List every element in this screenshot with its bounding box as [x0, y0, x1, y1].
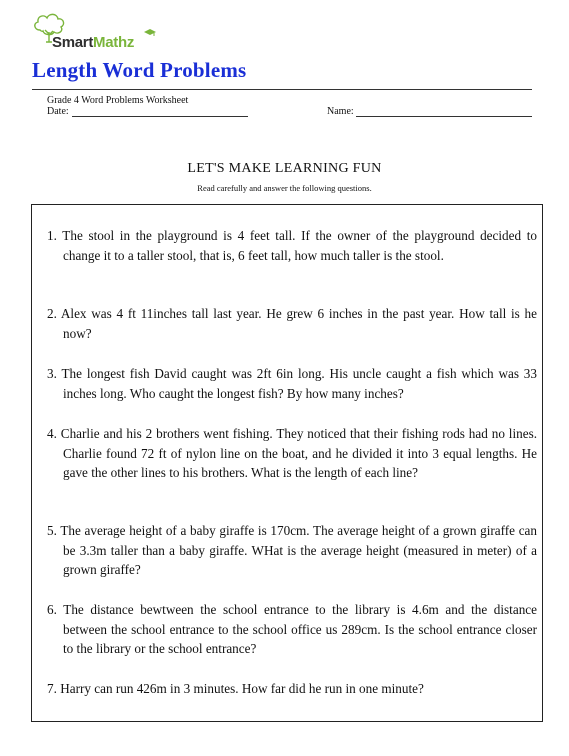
- brand-name: [52, 34, 134, 51]
- question-6: 6. The distance bewtween the school entrance to the library is 4.6m and the distance between the school entrance to the school office us 289cm. Is the school entrance closer to the library or the school entrance?: [47, 602, 537, 656]
- smartmathz-logo: [30, 10, 170, 56]
- question-5: 5. The average height of a baby giraffe is 170cm. The average height of a grown giraffe can be 3.3m taller than a baby giraffe. WHat is the average height (measured in meter) of a grown giraffe?: [47, 523, 537, 577]
- date-field-line[interactable]: [72, 116, 248, 117]
- page-title: Length Word Problems: [32, 58, 247, 82]
- name-field-line[interactable]: [356, 116, 532, 117]
- question-3: 3. The longest fish David caught was 2ft 6in long. His uncle caught a fish which was 33 inches long. Who caught the longest fish? By how many inches?: [47, 366, 537, 401]
- instructions: Read carefully and answer the following questions.: [197, 183, 372, 193]
- worksheet-subtitle: Grade 4 Word Problems Worksheet: [47, 95, 189, 106]
- question-2: 2. Alex was 4 ft 11inches tall last year. He grew 6 inches in the past year. How tall is he now?: [47, 306, 537, 341]
- date-label: Date:: [47, 106, 69, 117]
- title-divider: [32, 89, 532, 90]
- brand-accent: Mathz: [93, 34, 135, 51]
- brand-prefix: Smart: [52, 34, 94, 51]
- graduation-cap-icon: [143, 28, 157, 37]
- name-label: Name:: [327, 106, 354, 117]
- section-heading: LET'S MAKE LEARNING FUN: [187, 161, 382, 176]
- question-1: 1. The stool in the playground is 4 feet tall. If the owner of the playground decided to change it to a taller stool, that is, 6 feet tall, how much taller is the stool.: [47, 228, 537, 263]
- question-4: 4. Charlie and his 2 brothers went fishing. They noticed that their fishing rods had no lines. Charlie found 72 ft of nylon line on the boat, and he divided it into 3 equal lengths. He gave the other lines to his brothers. What is the length of each line?: [47, 426, 537, 480]
- question-7: 7. Harry can run 426m in 3 minutes. How far did he run in one minute?: [47, 681, 424, 696]
